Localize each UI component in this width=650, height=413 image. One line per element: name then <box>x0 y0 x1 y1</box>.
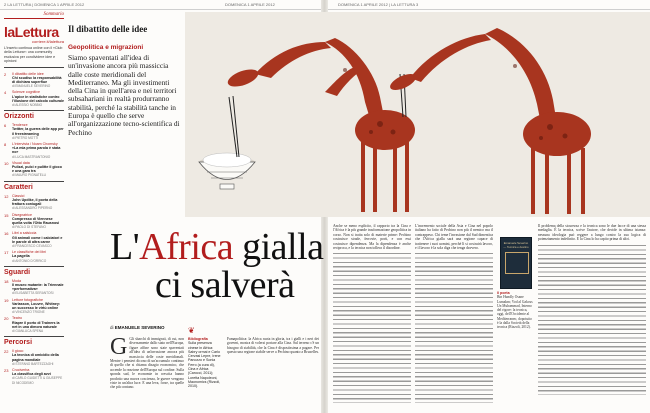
sidebar-item-author: di ALESSANDRO PIPERNO <box>12 206 53 211</box>
sidebar-item-kicker: Visual data <box>12 160 30 165</box>
sidebar-item-author: di VINCENZO TRIONE <box>12 310 45 315</box>
sidebar-item[interactable] <box>4 123 64 140</box>
sidebar-item-author: di EMANUELE SEVERINO <box>12 84 51 89</box>
sidebar-item-body <box>12 250 46 263</box>
sidebar-item[interactable] <box>4 316 64 333</box>
body-column-1 <box>110 337 184 411</box>
sidebar-item[interactable] <box>4 250 64 263</box>
sidebar-item[interactable] <box>4 298 64 315</box>
headline-line-1 <box>110 228 324 266</box>
sidebar-item-kicker: Il dibattito delle idee <box>12 71 44 76</box>
sidebar-item-author: di PAOLO DI STEFANO <box>12 225 46 230</box>
sidebar-item-title: La pagella <box>12 254 30 259</box>
sidebar-item-page: 22 <box>4 349 9 355</box>
sidebar-item-body <box>12 368 64 385</box>
byline <box>110 325 165 330</box>
lalettura-logo: laLettura <box>4 24 59 40</box>
logo-url[interactable]: corriere.it/lalettura <box>31 39 64 44</box>
sidebar-section <box>4 181 64 263</box>
sidebar-item-kicker: Moda <box>12 278 21 283</box>
sidebar-item[interactable] <box>4 349 64 366</box>
sidebar-item-page: 6 <box>4 123 7 129</box>
sidebar-item-page: 18 <box>4 278 9 284</box>
sidebar-item-author: di ALESSIO NOBBIO <box>12 103 43 108</box>
sidebar-item-page: 10 <box>4 160 9 166</box>
sidebar-item-author: di FRANCESCO CEVASCO <box>12 243 52 248</box>
sidebar-title: Sommario <box>4 12 64 19</box>
sidebar-item-title: Chi scudisc la responsabilità di dichiara superflue <box>12 75 62 85</box>
bibliography-heading: Bibliografia <box>188 337 208 341</box>
sidebar-item-author: di CARLO GUIDETTI & GIUSEPPE DI NICODEMO <box>12 376 63 385</box>
sidebar-section-heading: Caratteri <box>4 183 33 191</box>
sidebar-item-author: di ANTONIO D'ORRICO <box>12 258 47 263</box>
body-text-4: L'incremento sociale della Asia e Cina nel popolo italiano ha fatto di Pechino non più il nemico ma il contrappeso. Chi teme l'invasione dal Sud dimentica che l'Africa gialla sarà una regione capace di trattenere i suoi uomini, perché lì si costruirà lavoro, e il lavoro è la sola diga che tenga davvero. <box>415 224 493 251</box>
sidebar-item-body <box>12 90 64 107</box>
sidebar-item[interactable] <box>4 72 64 89</box>
sidebar-item-body <box>12 279 64 296</box>
sidebar-item-kicker: Scienze cognitive <box>12 90 40 95</box>
running-header-right: DOMENICA 1 APRILE 2012 | LA LETTURA 3 <box>338 2 419 7</box>
sidebar-item-kicker: Teatro <box>12 316 22 321</box>
sidebar-section <box>4 266 64 333</box>
sidebar-item-title: Varlasson, Louvre, Whitney: un successo le virtù online <box>12 301 61 310</box>
body-text-continued <box>415 253 493 403</box>
sidebar-item-title: Gli animali come i calciatori e le parole di altra carne <box>12 235 63 244</box>
headline-mid: gialla <box>233 226 324 268</box>
sidebar-item-page: 19 <box>4 297 9 303</box>
sidebar-item[interactable] <box>4 279 64 296</box>
sidebar-item-author: di LUCA MASTRANTONIO <box>12 154 51 159</box>
byline-prefix: di <box>110 325 114 330</box>
sidebar-item-page: 12 <box>4 193 9 199</box>
sidebar-item-kicker: Cruciverba <box>12 367 30 372</box>
sidebar-item[interactable] <box>4 142 64 159</box>
byline-author: EMANUELE SEVERINO <box>114 325 165 330</box>
book-cover-emblem <box>505 252 529 274</box>
sidebar-item-body <box>12 349 64 366</box>
sidebar-item-title: La classifica degli avvi <box>12 372 51 377</box>
sidebar-item-title: John Updike, il poeta della frattura coniugali <box>12 197 58 207</box>
sidebar-item-body <box>12 161 64 178</box>
sidebar-item-body <box>12 213 64 230</box>
sidebar-item-kicker: Classici <box>12 193 25 198</box>
sidebar-section-heading: Sguardi <box>4 268 31 276</box>
sidebar-item-author: di MAURO PIGNATELLI <box>12 173 47 178</box>
body-text-continued <box>538 245 646 395</box>
sidebar-item-title: Riapre il porto di Trainers la net in una dimora naturale <box>12 320 60 329</box>
body-column-2 <box>227 337 319 411</box>
sidebar-item[interactable] <box>4 194 64 211</box>
sidebar-item-kicker: Il gioco <box>12 349 24 354</box>
section-heading: Il dibattito delle idee <box>68 24 148 34</box>
sidebar-item-body <box>12 298 64 315</box>
sidebar-sections <box>4 67 64 385</box>
book-caption <box>497 291 533 330</box>
sidebar-contents <box>4 12 64 412</box>
bibliography-text: Sulla presenza cinese in Africa: Sabry ormai e Carlo Cervasi Lepre, Irene Panozzo e Sonia Ferro (a cura di), Cina e Africa (Carocci, 2011); Loretta Napoleoni, Maonomics (Rizzoli, 2010). <box>188 341 221 389</box>
sidebar-item[interactable] <box>4 161 64 178</box>
sidebar-item-title: Twitter, la guerra delle app per il freestreaming <box>12 127 64 136</box>
sidebar-section <box>4 336 64 385</box>
sidebar-item-author: di ELISABETTA SERANTOSI <box>12 291 54 296</box>
sidebar-section <box>4 110 64 177</box>
body-column-3 <box>333 224 411 411</box>
sidebar-item-title: La tecnica di omicidio della pagina mondiale <box>12 353 59 362</box>
sidebar-item-page: 15 <box>4 212 9 218</box>
sidebar-section <box>4 67 64 108</box>
article-standfirst: Siamo spaventati all'idea di un'invasione ancora più massiccia dalle coste meridionali del Mediterraneo. Ma gli investimenti della Cina in quell'area e nei territori subsahariani in realtà produrranno stabilità, perché la stabilità tanche in Europa è quello che serve all'organizzazione tecno-scientifica di Pechino <box>68 53 180 137</box>
sidebar-item-title: «La mia prima parola è stata no» <box>12 146 61 155</box>
body-text-1: Gli sbarchi di immigrati, di cui, non diversamente dallo stato nell'Europa, figure affine sono state spaventati all'idea di un'invasione ancora più massiccia delle coste meridionali. Mentre i pensieri dicono di un'accumulo continuo di quello che si chiama disagio economico, che accende la reazione dell'Europa sul confine. Sulla sponda sud, le economie in crescita hanno prodotto una nuova coscienza, le guerre vengono viste in un'altra luce. E una leva, forse, tra quelle che più contano. <box>110 337 184 390</box>
sidebar-item-body <box>12 194 64 211</box>
sidebar-item-kicker: Tendenze <box>12 123 28 128</box>
sidebar-item-page: 2 <box>4 71 7 77</box>
sidebar-item-body <box>12 123 64 140</box>
book-cover <box>500 237 532 289</box>
body-text-2: Famapolitica: la Africa ruota in gloria, tra i gialli e i neri dei governi, mostra di volersi portare alla Cina. Sul terreno c'è un bisogno di stabilità, che la Cina è dispostissima a pagare. Per questo una regione stabile serve a Pechino quanto a Bruxelles. <box>227 337 319 355</box>
sidebar-item-body <box>12 142 64 159</box>
sidebar-item-page: 16 <box>4 231 9 237</box>
sidebar-item[interactable] <box>4 90 64 107</box>
sidebar-item-page: 4 <box>4 90 7 96</box>
sidebar-item[interactable] <box>4 213 64 230</box>
bibliography-icon: ❦ <box>188 326 195 335</box>
book-cover-title: Emanuele Severino — Tecnica e destino <box>503 241 529 249</box>
sidebar-item[interactable] <box>4 368 64 385</box>
book-caption-text: Bin Hundly Osane Lumakm; Vod al Gakcus Un Muhammad, Interno del rigore: la tecnica, oggi, dell'Occidente al Mediterraneo, dopotutto è la dalla Società della tecnica (Rizzoli, 2012). <box>497 295 533 330</box>
sidebar-item-author: di STEFANO BARTEZZAGHI <box>12 361 54 366</box>
body-column-4 <box>415 224 493 411</box>
sidebar-item-page: 17 <box>4 250 9 256</box>
sidebar-item-title: Compresso di Viennese quella volta l'Otto Rausnosi <box>12 216 60 225</box>
sidebar-description: L'inserto continua online con il «Club della Lettura»: una community esclusiva per condividere idee e opinioni <box>4 46 63 64</box>
body-column-5 <box>538 224 646 411</box>
sidebar-item-kicker: L'intervista / Noam Chomsky <box>12 142 58 147</box>
article-kicker: Geopolitica e migrazioni <box>68 44 144 51</box>
body-text-3: Anche se meno esplicito, il rapporto tra la Cina e l'Africa è la più grande trasformazione geopolitica in corso. Non si tratta solo di materie prime: Pechino costruisce strade, ferrovie, porti, e con essi costruisce dipendenza. Ma la dipendenza è anche reciproca, e la tecnica non tollera il disordine. <box>333 224 411 251</box>
sidebar-item-body <box>12 72 64 89</box>
sidebar-section-heading: Percorsi <box>4 339 33 347</box>
sidebar-item-page: 8 <box>4 142 7 148</box>
body-text-5: Il problema della sicurezza e la tecnica sono le due facce di una stessa medaglia. È la tecnica, scrive l'autore, che decide in ultima istanza: nessuna ideologia può reggere a lungo contro la sua logica di potenziamento indefinito. E la Cina lo ha capito prima di altri. <box>538 224 646 242</box>
sidebar-item-kicker: Disegnatrice <box>12 212 32 217</box>
running-header-left: 2 LA LETTURA | DOMENICA 1 APRILE 2012 <box>4 2 85 7</box>
sidebar-item-body <box>12 231 64 248</box>
book-caption-heading: Il poeta <box>497 291 510 295</box>
sidebar-item-title: Il museo mutante: la Triennale «performativa» <box>12 282 64 292</box>
dropcap: G <box>110 337 128 360</box>
sidebar-item-kicker: Libri a salsiccia <box>12 231 37 236</box>
sidebar-item-body <box>12 316 64 333</box>
sidebar-item-title: L'apice in statistiche contro l'illusione del calcolo culturale <box>12 94 64 103</box>
body-text-continued <box>333 253 411 403</box>
sidebar-item-author: di PIETRO MOTTI <box>12 135 39 140</box>
headline-accent-word: Africa <box>139 226 234 268</box>
giraffe-illustration <box>185 12 650 217</box>
bibliography-box <box>188 337 222 389</box>
sidebar-item-kicker: Letture fotografiche <box>12 297 43 302</box>
sidebar-item-page: 20 <box>4 316 9 322</box>
sidebar-section-heading: Orizzonti <box>4 113 34 121</box>
running-header-mid: DOMENICA 1 APRILE 2012 <box>225 2 275 7</box>
headline-prefix: L' <box>110 226 140 268</box>
headline-line-2: ci salverà <box>155 264 295 306</box>
sidebar-item[interactable] <box>4 231 64 248</box>
sidebar-item-kicker: Le classifiche dei libri <box>12 250 46 255</box>
sidebar-item-page: 23 <box>4 367 9 373</box>
sidebar-item-title: Pulizzi, pulci e pulitte il gioco e una gara tra <box>12 165 62 174</box>
sidebar-item-author: di GIANLUCA SPENA <box>12 328 44 333</box>
